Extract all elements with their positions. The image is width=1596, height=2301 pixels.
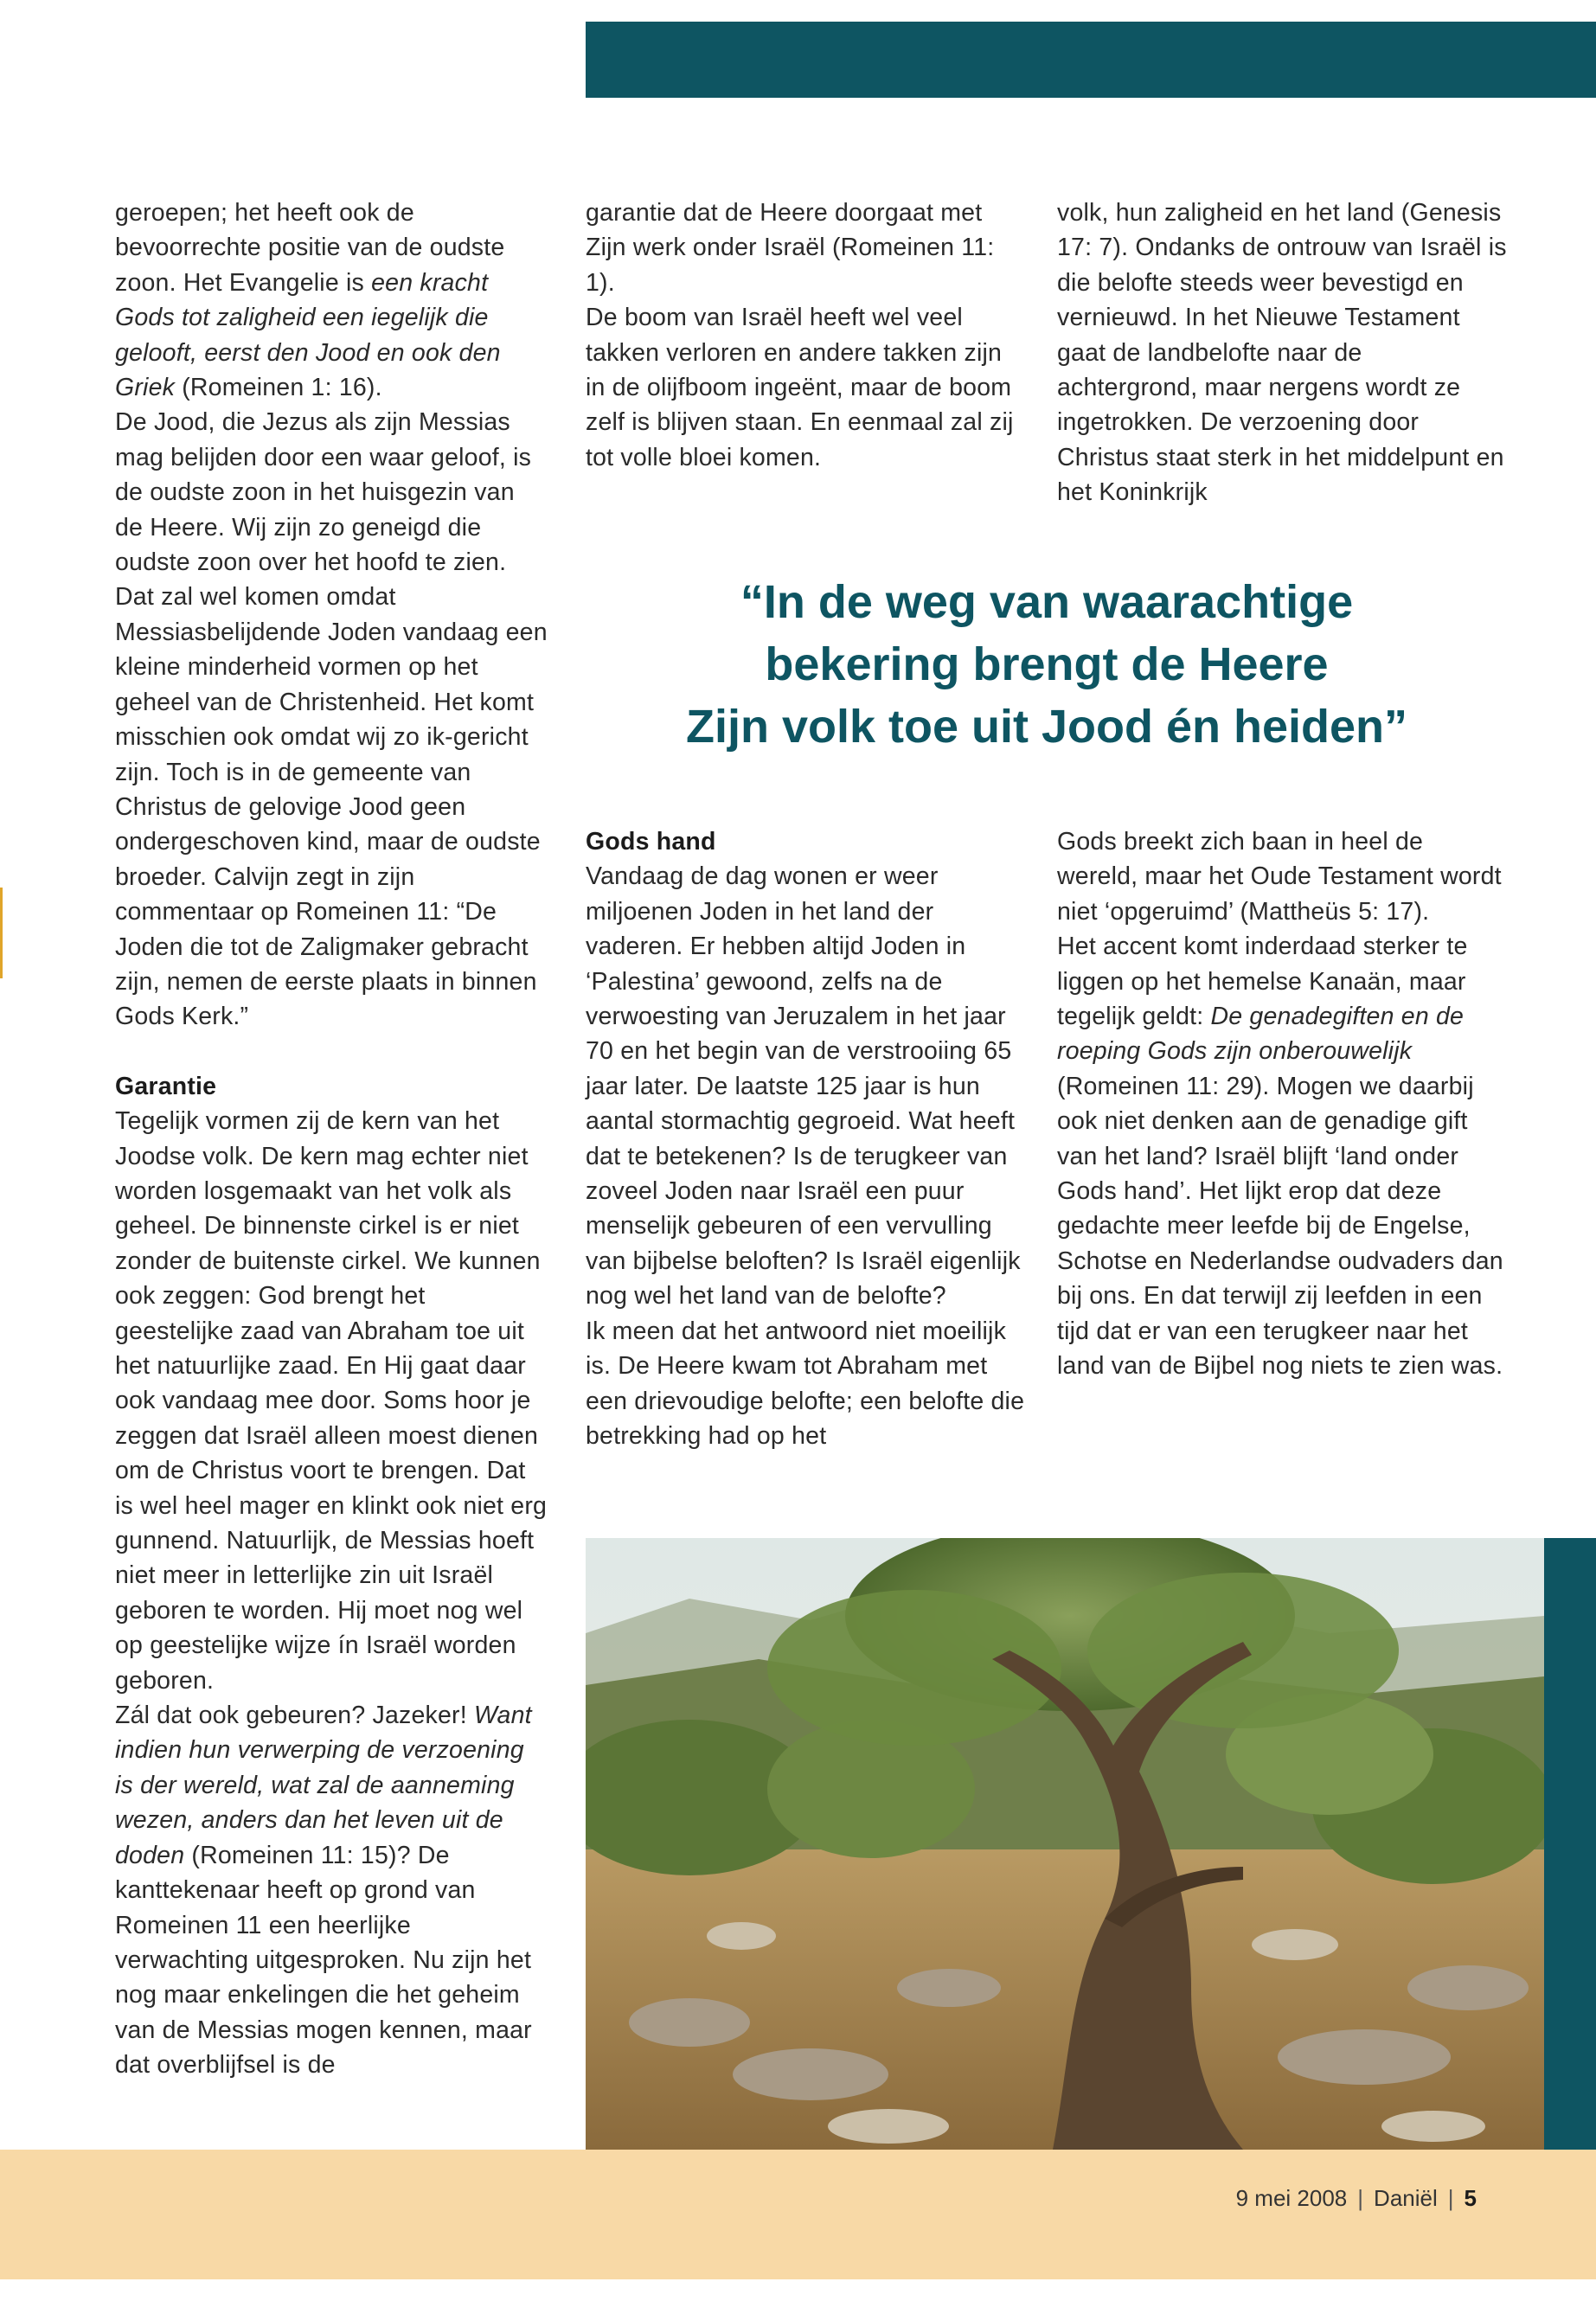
column-2-top [586, 195, 1027, 475]
olive-tree-illustration [586, 1538, 1544, 2150]
page-footer [1236, 2185, 1477, 2212]
pull-quote-line-1: “In de weg van waarachtige [740, 576, 1354, 628]
column-3-top [1057, 195, 1507, 510]
column-3-bottom [1057, 824, 1507, 1384]
col2-bottom-paragraph-2: Ik meen dat het antwoord niet moeilijk is. De Heere kwam tot Abraham met een drievoudige belofte; een belofte die betrekking had op het [586, 1317, 1025, 1450]
column-1 [115, 195, 548, 2083]
col1-paragraph-3: Tegelijk vormen zij de kern van het Joodse volk. De kern mag echter niet worden losgemaakt van het volk als geheel. De binnenste cirkel is er niet zonder de buitenste cirkel. We kunnen ook zeggen: God brengt het geestelijke zaad van Abraham toe uit het natuurlijke zaad. En Hij gaat daar ook vandaag mee door. Soms hoor je zeggen dat Israël alleen moest dienen om de Christus voort te brengen. Dat is wel heel mager en klinkt ook niet erg gunnend. Natuurlijk, de Messias hoeft niet meer in letterlijke zin uit Israël geboren te worden. Hij moet nog wel op geestelijke wijze ín Israël worden geboren. [115, 1107, 548, 1695]
olive-tree-photo [586, 1538, 1544, 2150]
column-2-bottom [586, 824, 1027, 1453]
col2-paragraph-1: garantie dat de Heere doorgaat met Zijn werk onder Israël (Romeinen 11: 1). [586, 199, 995, 297]
subheading-garantie: Garantie [115, 1072, 217, 1100]
margin-marker [0, 888, 3, 978]
pull-quote-line-3: Zijn volk toe uit Jood én heiden” [685, 701, 1408, 753]
col1-paragraph-2: De Jood, die Jezus als zijn Messias mag belijden door een waar geloof, is de oudste zoon in het huisgezin van de Heere. Wij zijn zo geneigd die oudste zoon over het hoofd te zien. Dat zal wel komen omdat Messiasbelijdende Joden vandaag een kleine minderheid vormen op het geheel van de Christenheid. Het komt misschien ook omdat wij zo ik-gericht zijn. Toch is in de gemeente van Christus de gelovige Jood geen ondergeschoven kind, maar de oudste broeder. Calvijn zegt in zijn commentaar op Romeinen 11: “De Joden die tot de Zaligmaker gebracht zijn, nemen de eerste plaats in binnen Gods Kerk.” [115, 408, 548, 1031]
footer-date: 9 mei 2008 [1235, 2185, 1348, 2211]
col3-bottom-paragraph-2: Het accent komt inderdaad sterker te liggen op het hemelse Kanaän, maar tegelijk geldt: De genadegiften en de roeping Gods zijn onberouwelijk (Romeinen 11: 29). Mogen we daarbij ook niet denken aan de genadige gift van het land? Israël blijft ‘land onder Gods hand’. Het lijkt erop dat deze gedachte meer leefde bij de Engelse, Schotse en Nederlandse oudvaders dan bij ons. En dat terwijl zij leefden in een tijd dat er van een terugkeer naar het land van de Bijbel nog niets te zien was. [1057, 933, 1503, 1381]
col2-bottom-paragraph-1: Vandaag de dag wonen er weer miljoenen Joden in het land der vaderen. Er hebben altijd Joden in ‘Palestina’ gewoond, zelfs na de verwoesting van Jeruzalem in het jaar 70 en het begin van de verstrooiing 65 jaar later. De laatste 125 jaar is hun aantal stormachtig gegroeid. Wat heeft dat te betekenen? Is de terugkeer van zoveel Joden naar Israël een puur menselijk gebeuren of een vervulling van bijbelse beloften? Is Israël eigenlijk nog wel het land van de belofte? [586, 862, 1021, 1311]
page-number: 5 [1464, 2185, 1477, 2211]
col1-paragraph-4: Zál dat ook gebeuren? Jazeker! Want indien hun verwerping de verzoening is der wereld, wat zal de aanneming wezen, anders dan het leven uit de doden (Romeinen 11: 15)? De kanttekenaar heeft op grond van Romeinen 11 een heerlijke verwachting uitgesproken. Nu zijn het nog maar enkelingen die het geheim van de Messias mogen kennen, maar dat overblijfsel is de [115, 1702, 532, 2080]
col2-paragraph-2: De boom van Israël heeft wel veel takken verloren en andere takken zijn in de olijfboom ingeënt, maar de boom zelf is blijven staan. En eenmaal zal zij tot volle bloei komen. [586, 304, 1014, 471]
col3-paragraph-1: volk, hun zaligheid en het land (Genesis 17: 7). Ondanks de ontrouw van Israël is die belofte steeds weer bevestigd en vernieuwd. In het Nieuwe Testament gaat de landbelofte naar de achtergrond, maar nergens wordt ze ingetrokken. De verzoening door Christus staat sterk in het middelpunt en het Koninkrijk [1057, 199, 1507, 507]
pull-quote-line-2: bekering brengt de Heere [765, 638, 1329, 690]
footer-publication: Daniël [1374, 2185, 1438, 2211]
pull-quote [597, 571, 1497, 758]
footer-separator: | [1357, 2185, 1364, 2211]
photo-side-bar [1544, 1538, 1596, 2150]
col1-paragraph-1: geroepen; het heeft ook de bevoorrechte positie van de oudste zoon. Het Evangelie is een kracht Gods tot zaligheid een iegelijk die gelooft, eerst den Jood en ook den Griek (Romeinen 1: 16). [115, 199, 505, 402]
footer-band [0, 2150, 1596, 2279]
header-color-bar [586, 22, 1596, 98]
col3-bottom-paragraph-1: Gods breekt zich baan in heel de wereld, maar het Oude Testament wordt niet ‘opgeruimd’ (Mattheüs 5: 17). [1057, 828, 1502, 926]
subheading-gods-hand: Gods hand [586, 828, 716, 856]
footer-separator: | [1447, 2185, 1454, 2211]
